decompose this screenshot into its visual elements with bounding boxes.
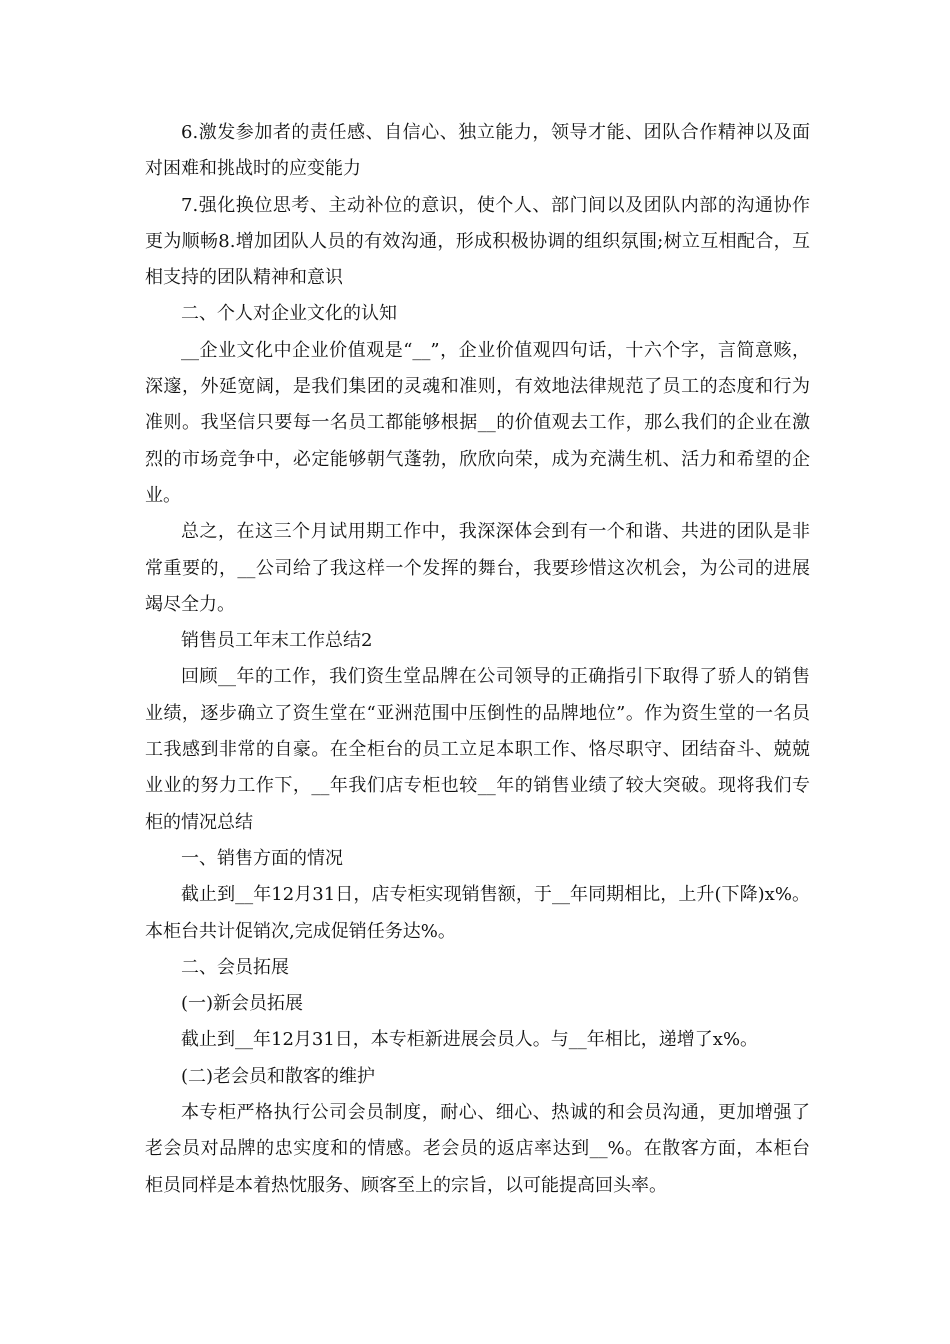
paragraph-review: 回顾__年的工作，我们资生堂品牌在公司领导的正确指引下取得了骄人的销售业绩，逐步确立了资生堂在“亚洲范围中压倒性的品牌地位”。作为资生堂的一名员工我感到非常的自豪。在全柜台的员工立足本职工作、恪尽职守、团结奋斗、兢兢业业的努力工作下，__年我们店专柜也较__年的销售业绩了较大突破。现将我们专柜的情况总结 [145, 666, 810, 833]
document-title-2: 销售员工年末工作总结2 [181, 630, 373, 652]
paragraph-sales: 截止到__年12月31日，店专柜实现销售额，于__年同期相比，上升(下降)x%。本柜台共计促销次,完成促销任务达%。 [145, 884, 810, 942]
paragraph-goal-7-8: 7.强化换位思考、主动补位的意识，使个人、部门间以及团队内部的沟通协作更为顺畅8.增加团队人员的有效沟通，形成积极协调的组织氛围;树立互相配合，互相支持的团队精神和意识 [145, 194, 810, 289]
subheading-new-members: (一)新会员拓展 [181, 993, 304, 1015]
paragraph-new-members: 截止到__年12月31日，本专柜新进展会员人。与__年相比，递增了x%。 [181, 1029, 759, 1051]
document-body [145, 115, 810, 1204]
paragraph-conclusion: 总之，在这三个月试用期工作中，我深深体会到有一个和谐、共进的团队是非常重要的，__公司给了我这样一个发挥的舞台，我要珍惜这次机会，为公司的进展竭尽全力。 [145, 521, 810, 615]
subheading-old-members: (二)老会员和散客的维护 [181, 1065, 376, 1087]
section-heading-culture: 二、个人对企业文化的认知 [181, 303, 397, 325]
paragraph-old-members: 本专柜严格执行公司会员制度，耐心、细心、热诚的和会员沟通，更加增强了老会员对品牌的忠实度和的情感。老会员的返店率达到__%。在散客方面，本柜台柜员同样是本着热忱服务、顾客至上的宗旨，以可能提高回头率。 [145, 1102, 810, 1196]
paragraph-goal-6: 6.激发参加者的责任感、自信心、独立能力，领导才能、团队合作精神以及面对困难和挑战时的应变能力 [145, 122, 810, 180]
paragraph-culture: __企业文化中企业价值观是“__”，企业价值观四句话，十六个字，言简意赅，深邃，外延宽阔，是我们集团的灵魂和准则，有效地法律规范了员工的态度和行为准则。我坚信只要每一名员工都能够根据__的价值观去工作，那么我们的企业在激烈的市场竞争中，必定能够朝气蓬勃，欣欣向荣，成为充满生机、活力和希望的企业。 [145, 339, 810, 506]
section-heading-members: 二、会员拓展 [181, 956, 289, 978]
section-heading-sales: 一、销售方面的情况 [181, 847, 343, 869]
